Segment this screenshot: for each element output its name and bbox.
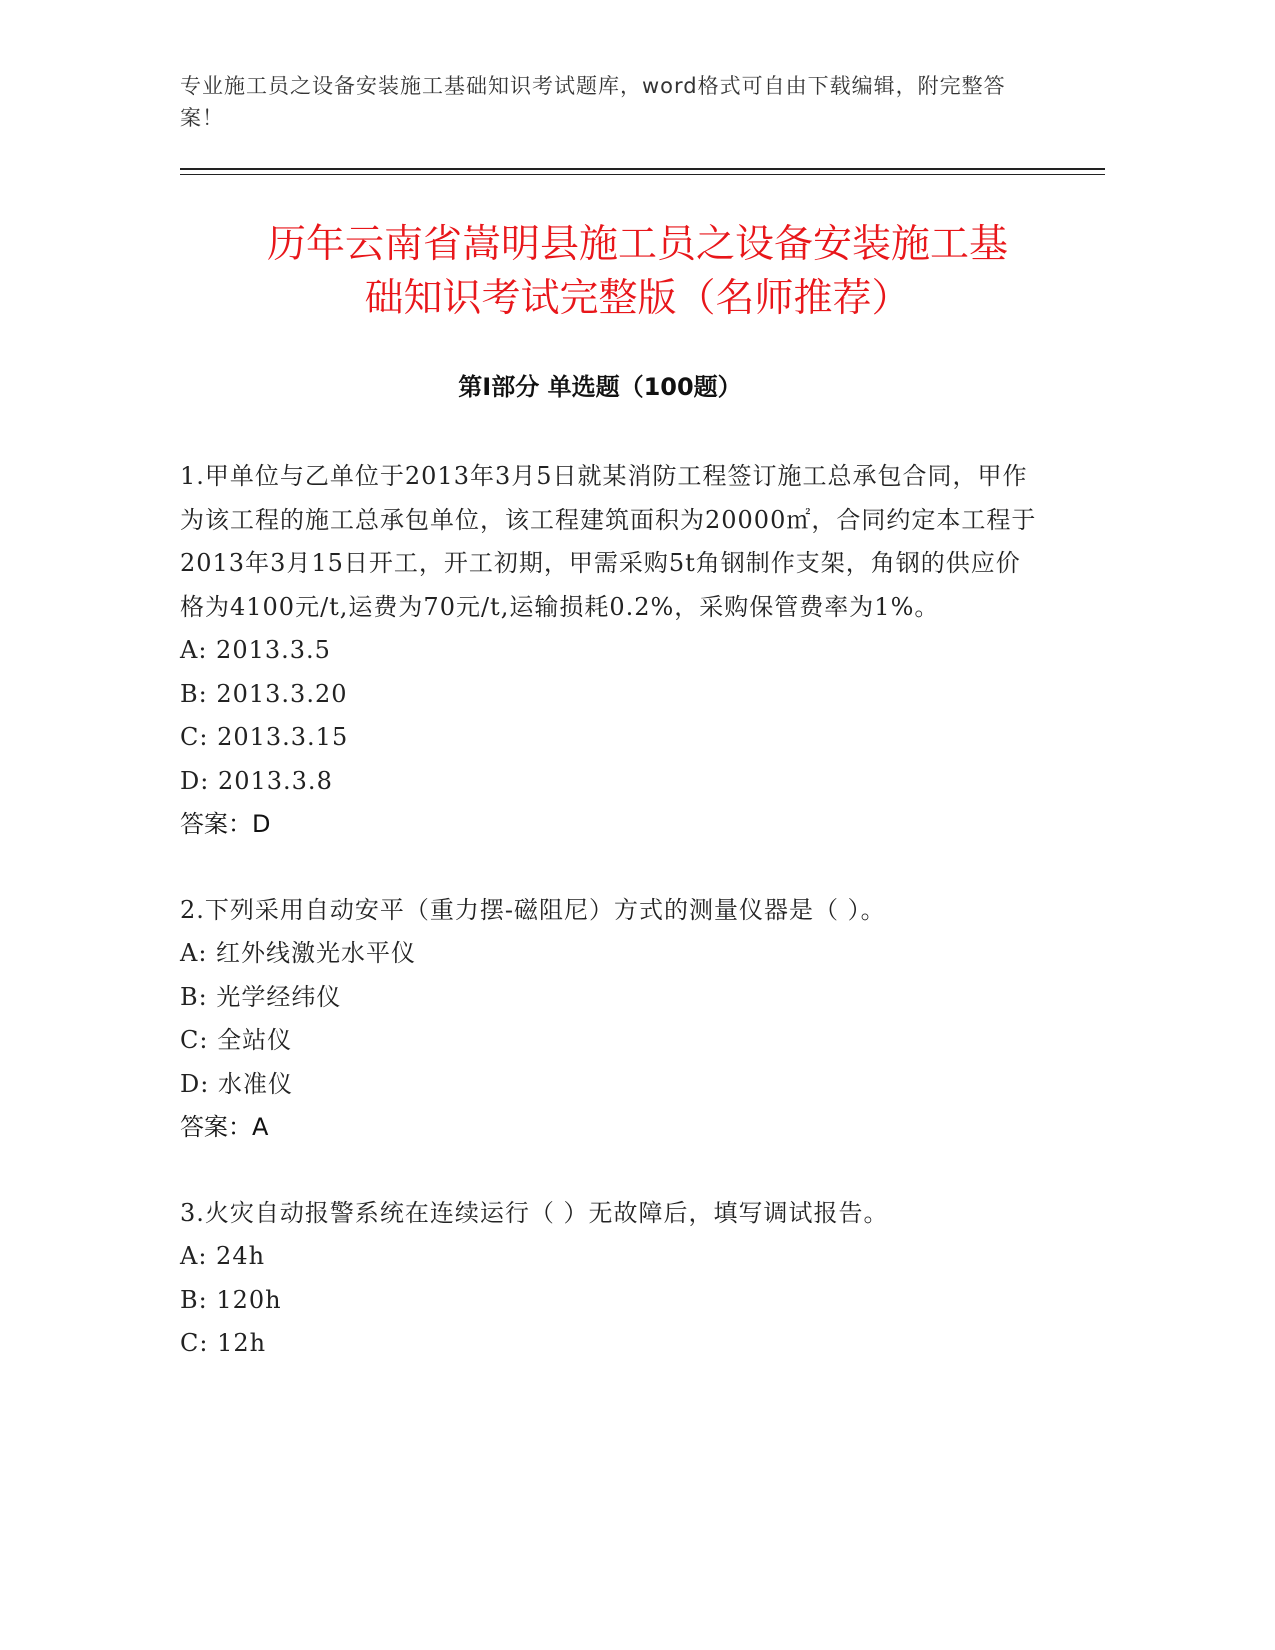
option-b: B: 2013.3.20 [180,679,348,708]
option-c: C: 12h [180,1329,267,1357]
header-note: 专业施工员之设备安装施工基础知识考试题库，word格式可自由下载编辑，附完整答案！ [180,74,1006,130]
answer-line: 答案：D [180,810,271,838]
section-heading: 第Ⅰ部分 单选题（100题） [458,373,742,401]
document-title-line2: 础知识考试完整版（名师推荐） [364,276,911,321]
option-b: B: 120h [180,1285,282,1314]
option-c: C: 2013.3.15 [180,723,349,751]
option-a: A: 红外线激光水平仪 [180,939,417,967]
question-stem: 1.甲单位与乙单位于2013年3月5日就某消防工程签订施工总承包合同，甲作为该工程的施工总承包单位，该工程建筑面积为20000㎡，合同约定本工程于2013年3月15日开工，开工初期，甲需采购5t角钢制作支架，角钢的供应价格为4100元/t,运费为70元/t,运输损耗0.2%，采购保管费率为1%。 [180,462,1037,621]
option-b: B: 光学经纬仪 [180,982,342,1011]
document-title [150,218,1125,326]
option-d: D: 2013.3.8 [180,766,333,795]
question-list [180,455,1040,1408]
option-a: A: 2013.3.5 [180,636,331,664]
option-a: A: 24h [180,1242,266,1270]
question-2 [180,889,1040,1150]
option-d: D: 水准仪 [180,1069,293,1098]
header-divider-thin [180,174,1105,175]
question-1 [180,455,1040,847]
document-title-line1: 历年云南省嵩明县施工员之设备安装施工基 [266,222,1008,267]
question-3 [180,1192,1040,1366]
question-stem: 3.火灾自动报警系统在连续运行（ ）无故障后，填写调试报告。 [180,1198,889,1227]
answer-line: 答案：A [180,1113,269,1141]
question-stem: 2.下列采用自动安平（重力摆-磁阻尼）方式的测量仪器是（ ）。 [180,895,886,924]
option-c: C: 全站仪 [180,1026,293,1054]
header-divider-thick [180,168,1105,170]
